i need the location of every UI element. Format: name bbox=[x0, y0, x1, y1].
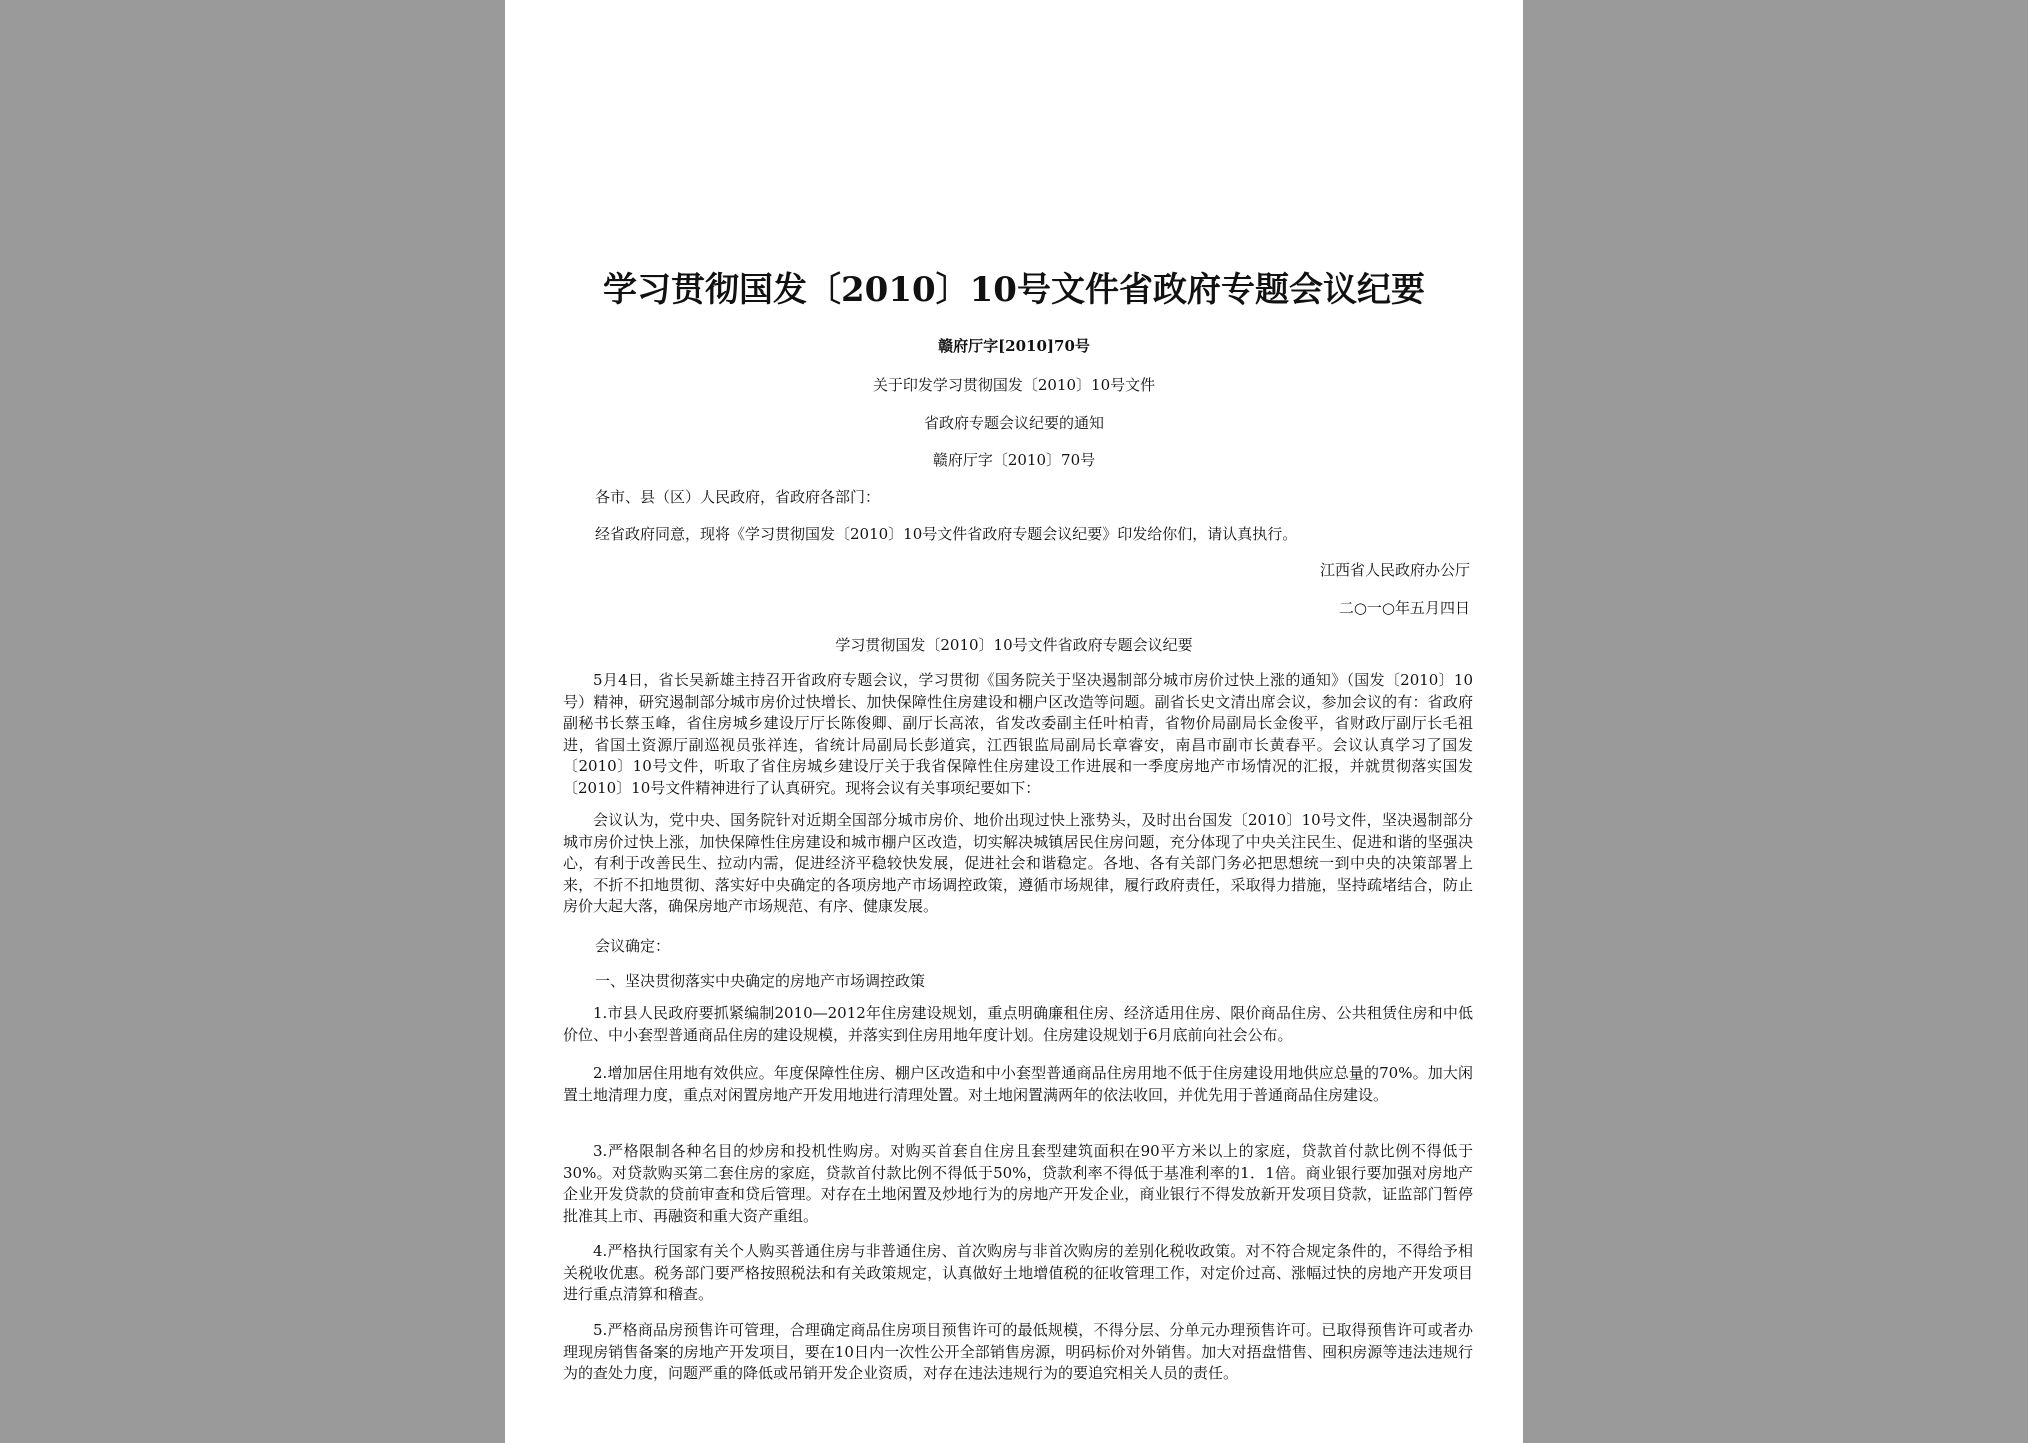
document-number: 赣府厅字〔2010〕70号 bbox=[932, 451, 1096, 469]
notice-title-line2: 省政府专题会议纪要的通知 bbox=[923, 414, 1104, 432]
paragraph-meeting-view: 会议认为，党中央、国务院针对近期全国部分城市房价、地价出现过快上涨势头，及时出台国发〔2010〕10号文件，坚决遏制部分城市房价过快上涨，加快保障性住房建设和城市棚户区改造，切实解决城镇居民住房问题，充分体现了中央关注民生、促进和谐的坚强决心，有利于改善民生、拉动内需，促进经济平稳较快发展，促进社会和谐稳定。各地、各有关部门务必把思想统一到中央的决策部署上来，不折不扣地贯彻、落实好中央确定的各项房地产市场调控政策，遵循市场规律，履行政府责任，采取得力措施，坚持疏堵结合，防止房价大起大落，确保房地产市场规范、有序、健康发展。 bbox=[563, 811, 1473, 915]
section-heading-1: 一、坚决贯彻落实中央确定的房地产市场调控政策 bbox=[595, 972, 926, 990]
paragraph-item-5: 5.严格商品房预售许可管理，合理确定商品住房项目预售许可的最低规模，不得分层、分单元办理预售许可。已取得预售许可或者办理现房销售备案的房地产开发项目，要在10日内一次性公开全部销售房源，明码标价对外销售。加大对捂盘惜售、囤积房源等违法违规行为的查处力度，问题严重的降低或吊销开发企业资质，对存在违法违规行为的要追究相关人员的责任。 bbox=[563, 1321, 1473, 1382]
issuer: 江西省人民政府办公厅 bbox=[1319, 561, 1470, 579]
addressee: 各市、县（区）人民政府，省政府各部门： bbox=[595, 488, 881, 506]
paragraph-item-2: 2.增加居住用地有效供应。年度保障性住房、棚户区改造和中小套型普通商品住房用地不低于住房建设用地供应总量的70%。加大闲置土地清理力度，重点对闲置房地产开发用地进行清理处置。对土地闲置满两年的依法收回，并优先用于普通商品住房建设。 bbox=[563, 1064, 1473, 1104]
document-title: 学习贯彻国发〔2010〕10号文件省政府专题会议纪要 bbox=[603, 270, 1425, 310]
minutes-title: 学习贯彻国发〔2010〕10号文件省政府专题会议纪要 bbox=[835, 636, 1193, 654]
paragraph-item-3: 3.严格限制各种名目的炒房和投机性购房。对购买首套自住房且套型建筑面积在90平方米以上的家庭，贷款首付款比例不得低于30%。对贷款购买第二套住房的家庭，贷款首付款比例不得低于50%，贷款利率不得低于基准利率的1．1倍。商业银行要加强对房地产企业开发贷款的贷前审查和贷后管理。对存在土地闲置及炒地行为的房地产开发企业，商业银行不得发放新开发项目贷款，证监部门暂停批准其上市、再融资和重大资产重组。 bbox=[563, 1142, 1473, 1225]
paragraph-attendance: 5月4日，省长吴新雄主持召开省政府专题会议，学习贯彻《国务院关于坚决遏制部分城市房价过快上涨的通知》（国发〔2010〕10号）精神，研究遏制部分城市房价过快增长、加快保障性住房建设和棚户区改造等问题。副省长史文清出席会议，参加会议的有：省政府副秘书长蔡玉峰，省住房城乡建设厅厅长陈俊卿、副厅长高浓，省发改委副主任叶柏青，省物价局副局长金俊平，省财政厅副厅长毛祖进，省国土资源厅副巡视员张祥连，省统计局副局长彭道宾，江西银监局副局长章睿安，南昌市副市长黄春平。会议认真学习了国发〔2010〕10号文件，听取了省住房城乡建设厅关于我省保障性住房建设工作进展和一季度房地产市场情况的汇报，并就贯彻落实国发〔2010〕10号文件精神进行了认真研究。现将会议有关事项纪要如下： bbox=[563, 671, 1473, 797]
issue-date: 二○一○年五月四日 bbox=[1338, 599, 1470, 617]
document-page bbox=[505, 0, 1523, 1443]
document-number-bold: 赣府厅字[2010]70号 bbox=[938, 337, 1090, 355]
notice-body: 经省政府同意，现将《学习贯彻国发〔2010〕10号文件省政府专题会议纪要》印发给你们，请认真执行。 bbox=[595, 525, 1298, 543]
paragraph-item-1: 1.市县人民政府要抓紧编制2010—2012年住房建设规划，重点明确廉租住房、经济适用住房、限价商品住房、公共租赁住房和中低价位、中小套型普通商品住房的建设规模，并落实到住房用地年度计划。住房建设规划于6月底前向社会公布。 bbox=[563, 1004, 1473, 1044]
notice-title-line1: 关于印发学习贯彻国发〔2010〕10号文件 bbox=[872, 376, 1156, 394]
paragraph-item-4: 4.严格执行国家有关个人购买普通住房与非普通住房、首次购房与非首次购房的差别化税收政策。对不符合规定条件的，不得给予相关税收优惠。税务部门要严格按照税法和有关政策规定，认真做好土地增值税的征收管理工作，对定价过高、涨幅过快的房地产开发项目进行重点清算和稽查。 bbox=[563, 1242, 1473, 1303]
paragraph-meeting-decided: 会议确定： bbox=[595, 937, 671, 955]
